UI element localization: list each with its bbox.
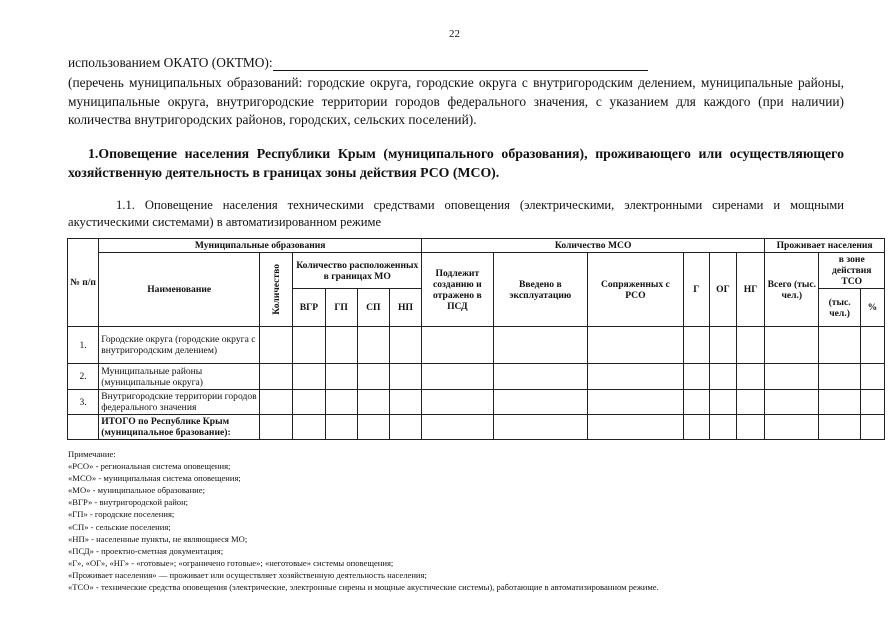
table-row <box>68 390 885 415</box>
note-line: Примечание: <box>68 449 116 459</box>
intro-line <box>68 55 648 71</box>
table-row <box>68 364 885 390</box>
header-og: ОГ <box>709 253 736 327</box>
header-gp: ГП <box>325 289 357 327</box>
table-row <box>68 327 885 364</box>
header-zone-pct: % <box>860 289 884 327</box>
intro-paragraph: (перечень муниципальных образований: городские округа, городские округа с внутригородским делением, муниципальные районы, муниципальные округа, внутригородские территории городов федерального значения, с указанием для каждого (при наличии) количества внутригородских районов, городских, сельских поселений). <box>68 75 844 127</box>
note-line: «ТСО» - технические средства оповещения (электрические, электронные сирены и мощные акустические системы), работающие в автоматизированном режиме. <box>68 582 659 593</box>
header-introduced: Введено в эксплуатацию <box>493 253 588 327</box>
note-line: «РСО» - региональная система оповещения; <box>68 461 231 472</box>
note-line: «МСО» - муниципальная система оповещения; <box>68 473 241 484</box>
header-name: Наименование <box>99 253 260 327</box>
note-line: «МО» - муниципальное образование; <box>68 485 205 496</box>
fill-in-blank-line <box>273 56 648 71</box>
header-total: Всего (тыс. чел.) <box>765 253 819 327</box>
note-line: «Г», «ОГ», «НГ» - «готовые»; «ограничено готовые»; «неготовые» системы оповещения; <box>68 557 394 568</box>
header-zone-thous: (тыс. чел.) <box>819 289 860 327</box>
notes <box>68 448 659 593</box>
note-line: «Проживает населения» — проживает или осуществляет хозяйственную деятельность населения; <box>68 569 427 580</box>
note-line: «СП» - сельские поселения; <box>68 521 171 532</box>
header-mo: Муниципальные образования <box>99 239 422 253</box>
header-located: Количество расположенных в границах МО <box>293 253 422 289</box>
header-subject: Подлежит созданию и отражено в ПСД <box>422 253 493 327</box>
header-zone: в зоне действия ТСО <box>819 253 885 289</box>
note-line: «ВГР» - внутригородской район; <box>68 497 189 508</box>
subsection-title: 1.1. Оповещение населения техническими средствами оповещения (электрическими, электронными сиренами и мощными акустическими системами) в автоматизированном режиме <box>68 198 844 229</box>
header-num: № п/п <box>68 239 99 327</box>
note-line: «НП» - населенные пункты, не являющиеся МО; <box>68 533 248 544</box>
header-count <box>260 253 293 327</box>
header-count-text: Количество <box>270 264 282 315</box>
note-line: «ПСД» - проектно-сметная документация; <box>68 545 224 556</box>
header-population: Проживает населения <box>765 239 885 253</box>
header-vgr: ВГР <box>293 289 325 327</box>
intro-line-text: использованием ОКАТО (ОКТМО): <box>68 55 273 70</box>
header-mso: Количество МСО <box>422 239 765 253</box>
row-num: 2. <box>68 364 99 390</box>
row-name: Муниципальные районы (муниципальные округа) <box>99 364 260 390</box>
row-num: 1. <box>68 327 99 364</box>
note-line: «ГП» - городские поселения; <box>68 509 175 520</box>
total-label: ИТОГО по Республике Крым (муниципальное бразование): <box>99 415 260 440</box>
row-name: Городские округа (городские округа с внутригородским делением) <box>99 327 260 364</box>
row-name: Внутригородские территории городов федерального значения <box>99 390 260 415</box>
header-sp: СП <box>357 289 389 327</box>
table-total-row <box>68 415 885 440</box>
section-heading: 1.Оповещение населения Республики Крым (муниципального образования), проживающего или осуществляющего хозяйственную деятельность в границах зоны действия РСО (МСО). <box>68 146 844 180</box>
row-num: 3. <box>68 390 99 415</box>
header-coupled: Сопряженных с РСО <box>588 253 684 327</box>
header-np: НП <box>389 289 421 327</box>
alert-table <box>67 238 885 440</box>
page-number: 22 <box>449 28 460 40</box>
header-g: Г <box>683 253 709 327</box>
header-ng: НГ <box>736 253 764 327</box>
